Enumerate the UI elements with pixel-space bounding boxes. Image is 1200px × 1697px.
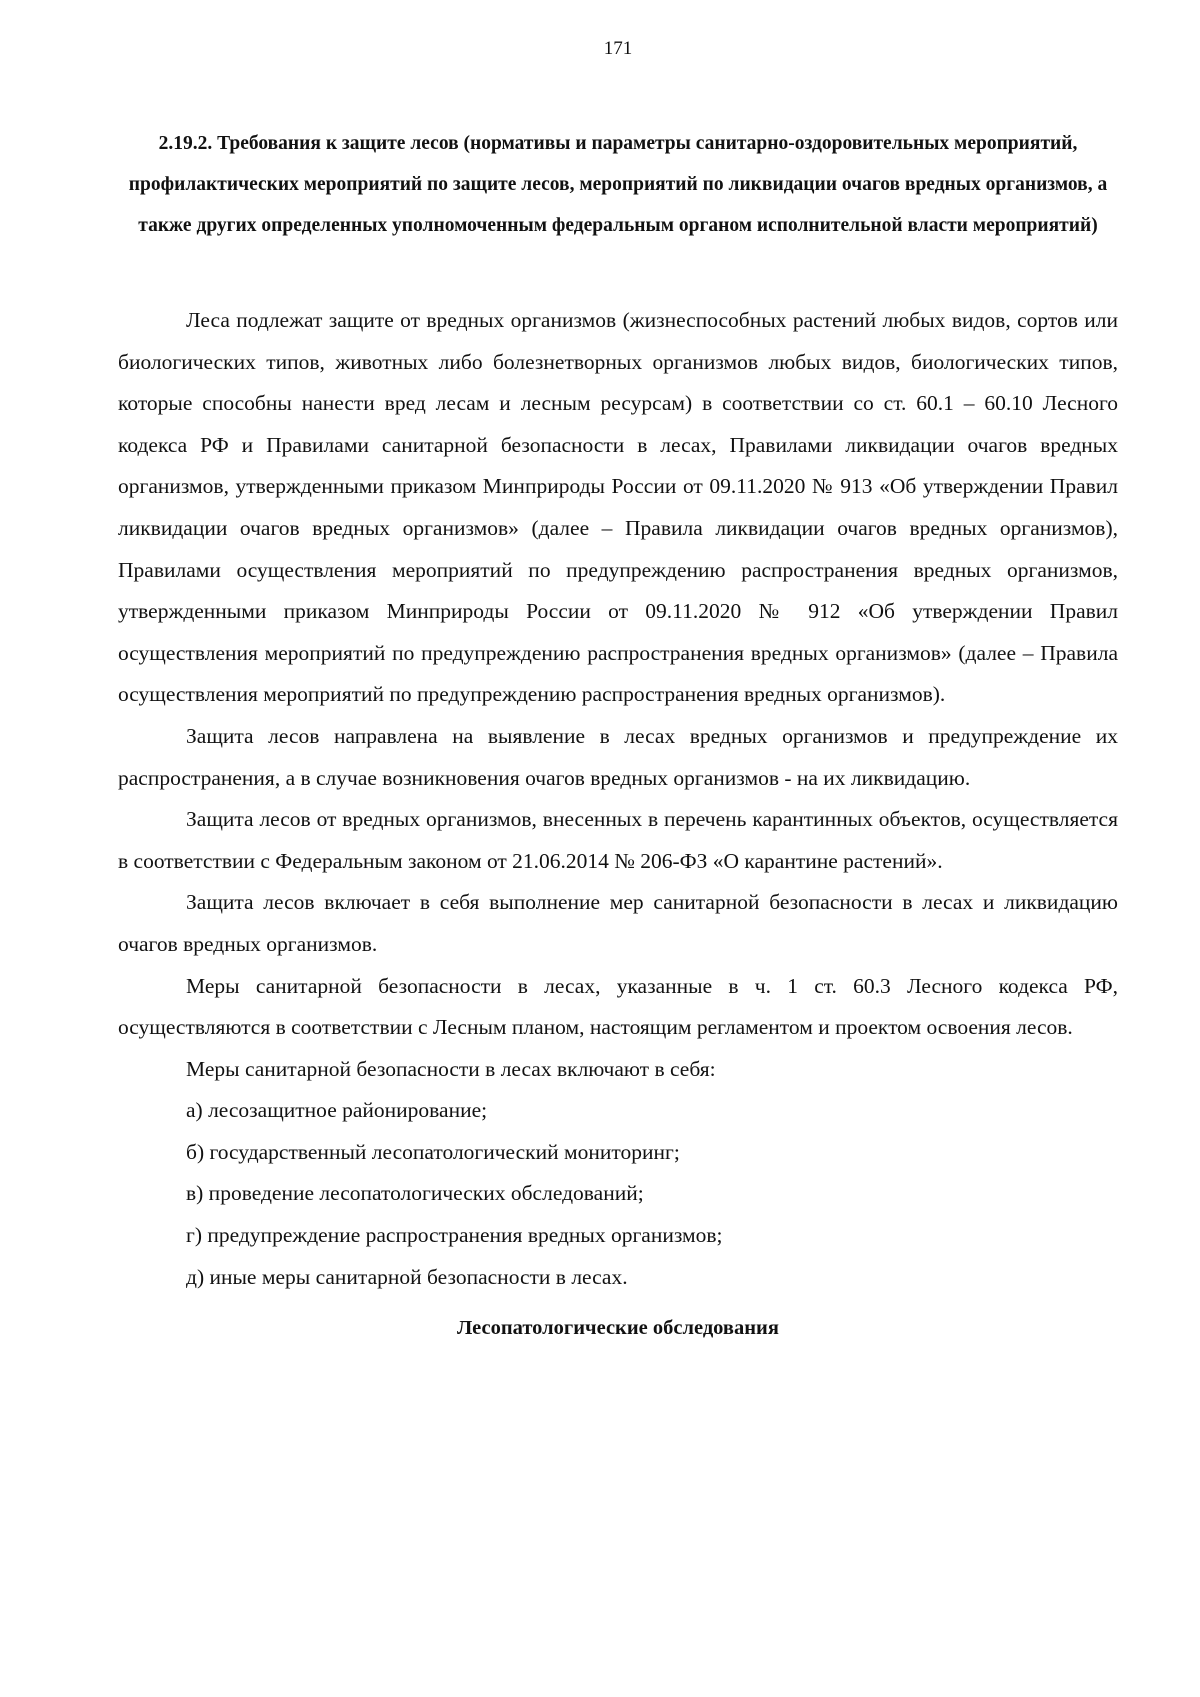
paragraph: Защита лесов направлена на выявление в лесах вредных организмов и предупреждение их распространения, а в случае возникновения очагов вредных организмов - на их ликвидацию.	[118, 723, 1118, 790]
paragraph: Защита лесов от вредных организмов, внесенных в перечень карантинных объектов, осуществляется в соответствии с Федеральным законом от 21.06.2014 № 206-ФЗ «О карантине растений».	[118, 807, 1118, 873]
body-text	[118, 300, 1118, 1350]
list-item: д) иные меры санитарной безопасности в лесах.	[186, 1264, 628, 1289]
list-item: г) предупреждение распространения вредных организмов;	[186, 1223, 723, 1248]
paragraph: Защита лесов включает в себя выполнение мер санитарной безопасности в лесах и ликвидацию очагов вредных организмов.	[118, 890, 1118, 956]
page-number: 171	[603, 38, 633, 59]
paragraph: Меры санитарной безопасности в лесах, указанные в ч. 1 ст. 60.3 Лесного кодекса РФ, осуществляются в соответствии с Лесным планом, настоящим регламентом и проектом освоения лесов.	[118, 973, 1118, 1040]
list-item: а) лесозащитное районирование;	[186, 1098, 488, 1123]
sub-heading: Лесопатологические обследования	[457, 1317, 779, 1340]
section-heading: 2.19.2. Требования к защите лесов (нормативы и параметры санитарно-оздоровительных мероприятий, профилактических мероприятий по защите лесов, мероприятий по ликвидации очагов вредных организмов, а также других определенных уполномоченным федеральным органом исполнительной власти мероприятий)	[128, 133, 1108, 236]
paragraph: Меры санитарной безопасности в лесах включают в себя:	[186, 1056, 716, 1081]
paragraph: Леса подлежат защите от вредных организмов (жизнеспособных растений любых видов, сортов или биологических типов, животных либо болезнетворных организмов любых видов, биологических типов, которые способны нанести вред лесам и лесным ресурсам) в соответствии со ст. 60.1 – 60.10 Лесного кодекса РФ и Правилами санитарной безопасности в лесах, Правилами ликвидации очагов вредных организмов, утвержденными приказом Минприроды России от 09.11.2020 № 913 «Об утверждении Правил ликвидации очагов вредных организмов» (далее – Правила ликвидации очагов вредных организмов), Правилами осуществления мероприятий по предупреждению распространения вредных организмов, утвержденными приказом Минприроды России от 09.11.2020 № 912 «Об утверждении Правил осуществления мероприятий по предупреждению распространения вредных организмов» (далее – Правила осуществления мероприятий по предупреждению распространения вредных организмов).	[118, 308, 1118, 707]
list-item: б) государственный лесопатологический мониторинг;	[186, 1139, 680, 1164]
list-item: в) проведение лесопатологических обследований;	[186, 1181, 644, 1206]
